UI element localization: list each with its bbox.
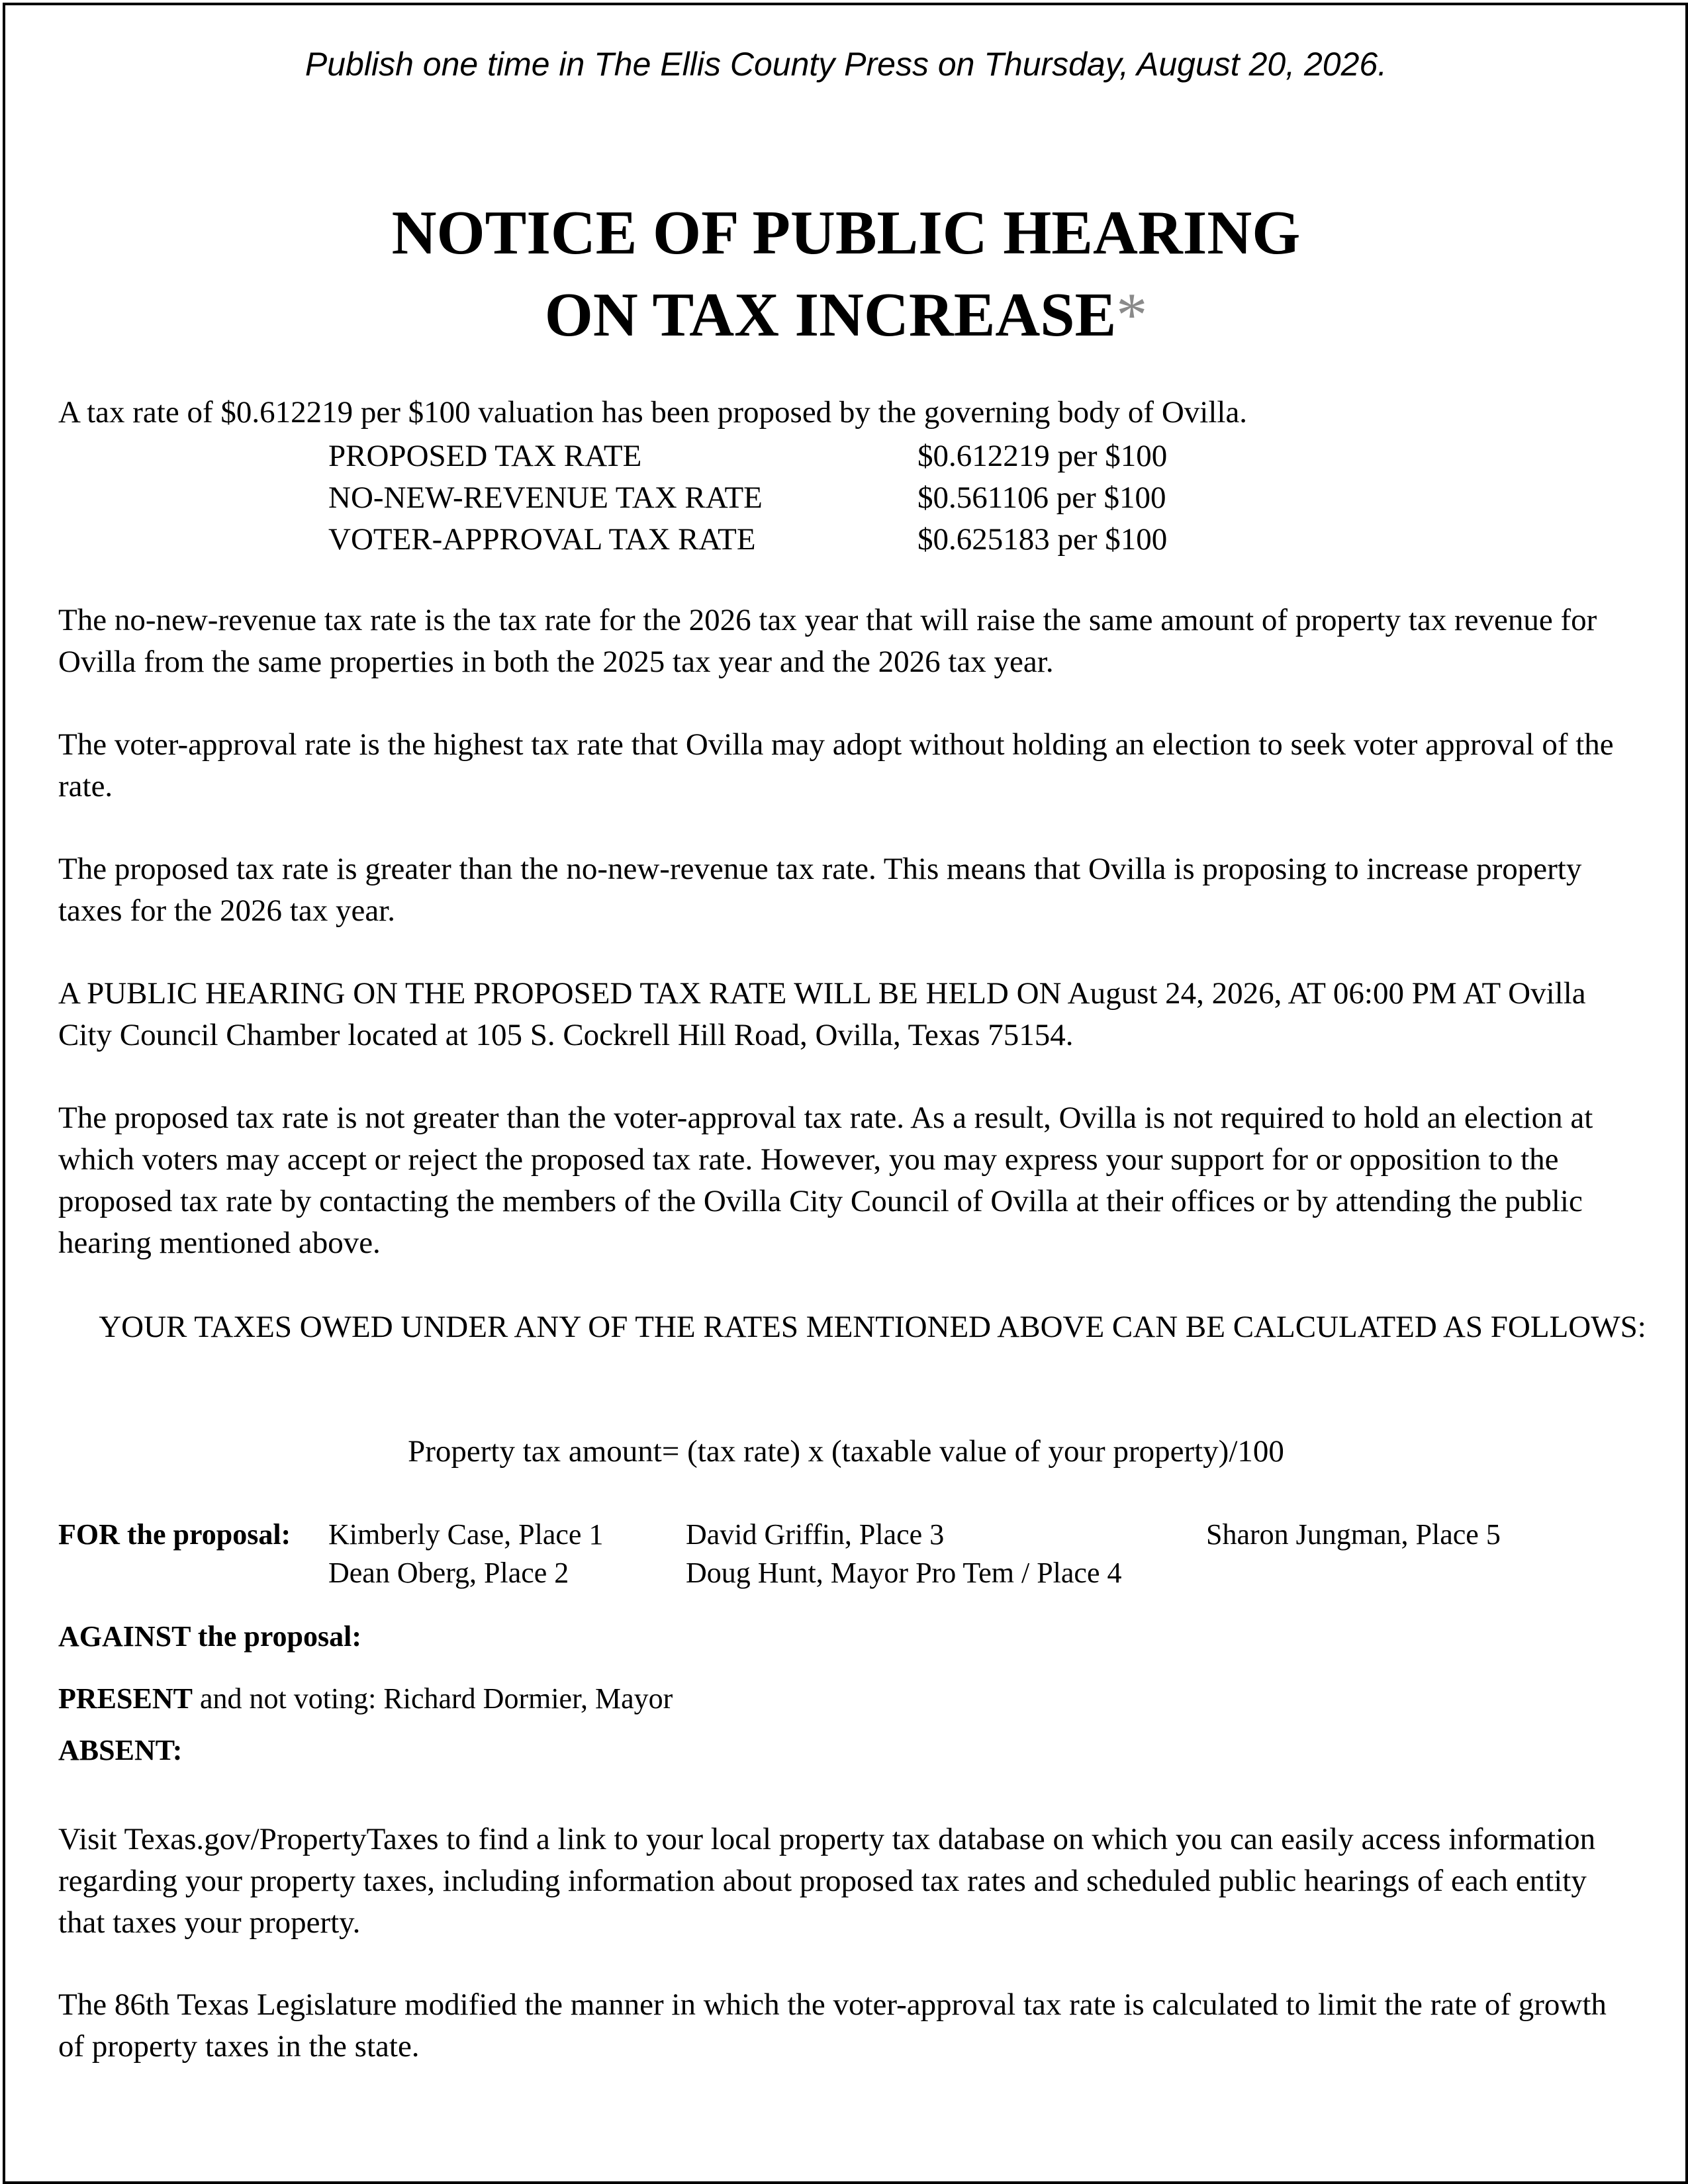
council-member: Kimberly Case, Place 1 bbox=[328, 1518, 604, 1551]
title-asterisk: * bbox=[1116, 281, 1148, 349]
calculation-heading: YOUR TAXES OWED UNDER ANY OF THE RATES MENTIONED ABOVE CAN BE CALCULATED AS FOLLOWS: bbox=[99, 1310, 1646, 1344]
rates-table bbox=[328, 435, 1167, 561]
intro-paragraph: A tax rate of $0.612219 per $100 valuation has been proposed by the governing body of Ovilla. bbox=[58, 395, 1248, 430]
present-label: PRESENT bbox=[58, 1682, 193, 1715]
rate-value: $0.612219 per $100 bbox=[917, 439, 1168, 473]
visit-paragraph: Visit Texas.gov/PropertyTaxes to find a link to your local property tax database on which you can easily access information regarding your property taxes, including information about proposed tax rates and scheduled public hearings of each entity that taxes your property. bbox=[58, 1822, 1596, 1940]
rate-label: PROPOSED TAX RATE bbox=[328, 439, 642, 473]
rate-row-no-new-revenue bbox=[328, 477, 1167, 519]
notice-title bbox=[58, 192, 1634, 356]
hearing-paragraph: A PUBLIC HEARING ON THE PROPOSED TAX RATE WILL BE HELD ON August 24, 2026, AT 06:00 PM AT Ovilla City Council Chamber located at 105 S. Cockrell Hill Road, Ovilla, Texas 75154. bbox=[58, 976, 1586, 1052]
increase-paragraph: The proposed tax rate is greater than the no-new-revenue tax rate. This means that Ovilla is proposing to increase property taxes for the 2026 tax year. bbox=[58, 852, 1582, 928]
absent-label: ABSENT: bbox=[58, 1734, 183, 1766]
no-new-revenue-paragraph: The no-new-revenue tax rate is the tax rate for the 2026 tax year that will raise the same amount of property tax revenue for Ovilla from the same properties in both the 2025 tax year and the 2026 tax year. bbox=[58, 603, 1597, 679]
council-member: Dean Oberg, Place 2 bbox=[328, 1557, 569, 1589]
title-line-2 bbox=[58, 274, 1634, 356]
rate-value: $0.561106 per $100 bbox=[917, 480, 1166, 515]
against-label: AGAINST the proposal: bbox=[58, 1620, 362, 1653]
title-line-2-text: ON TAX INCREASE bbox=[544, 281, 1117, 349]
rate-row-voter-approval bbox=[328, 519, 1167, 561]
council-member: Doug Hunt, Mayor Pro Tem / Place 4 bbox=[686, 1557, 1122, 1589]
present-text: and not voting: Richard Dormier, Mayor bbox=[192, 1682, 673, 1715]
not-greater-paragraph: The proposed tax rate is not greater than the voter-approval tax rate. As a result, Ovilla is not required to hold an election at which voters may accept or reject the proposed tax rate. However, you may express your support for or opposition to the proposed tax rate by contacting the members of the Ovilla City Council of Ovilla at their offices or by attending the public hearing mentioned above. bbox=[58, 1101, 1593, 1260]
rate-value: $0.625183 per $100 bbox=[917, 522, 1168, 557]
council-member: Sharon Jungman, Place 5 bbox=[1206, 1518, 1501, 1551]
rate-label: VOTER-APPROVAL TAX RATE bbox=[328, 522, 756, 557]
rate-row-proposed bbox=[328, 435, 1167, 477]
tax-formula: Property tax amount= (tax rate) x (taxable value of your property)/100 bbox=[408, 1434, 1284, 1469]
title-line-1: NOTICE OF PUBLIC HEARING bbox=[391, 199, 1301, 267]
publish-line: Publish one time in The Ellis County Press on Thursday, August 20, 2026. bbox=[305, 46, 1387, 83]
for-label: FOR the proposal: bbox=[58, 1518, 291, 1551]
present-line bbox=[58, 1680, 673, 1718]
council-member: David Griffin, Place 3 bbox=[686, 1518, 945, 1551]
legislature-paragraph: The 86th Texas Legislature modified the manner in which the voter-approval tax rate is calculated to limit the rate of growth of property taxes in the state. bbox=[58, 1987, 1607, 2064]
rate-label: NO-NEW-REVENUE TAX RATE bbox=[328, 480, 763, 515]
voter-approval-paragraph: The voter-approval rate is the highest tax rate that Ovilla may adopt without holding an election to seek voter approval of the rate. bbox=[58, 727, 1614, 803]
